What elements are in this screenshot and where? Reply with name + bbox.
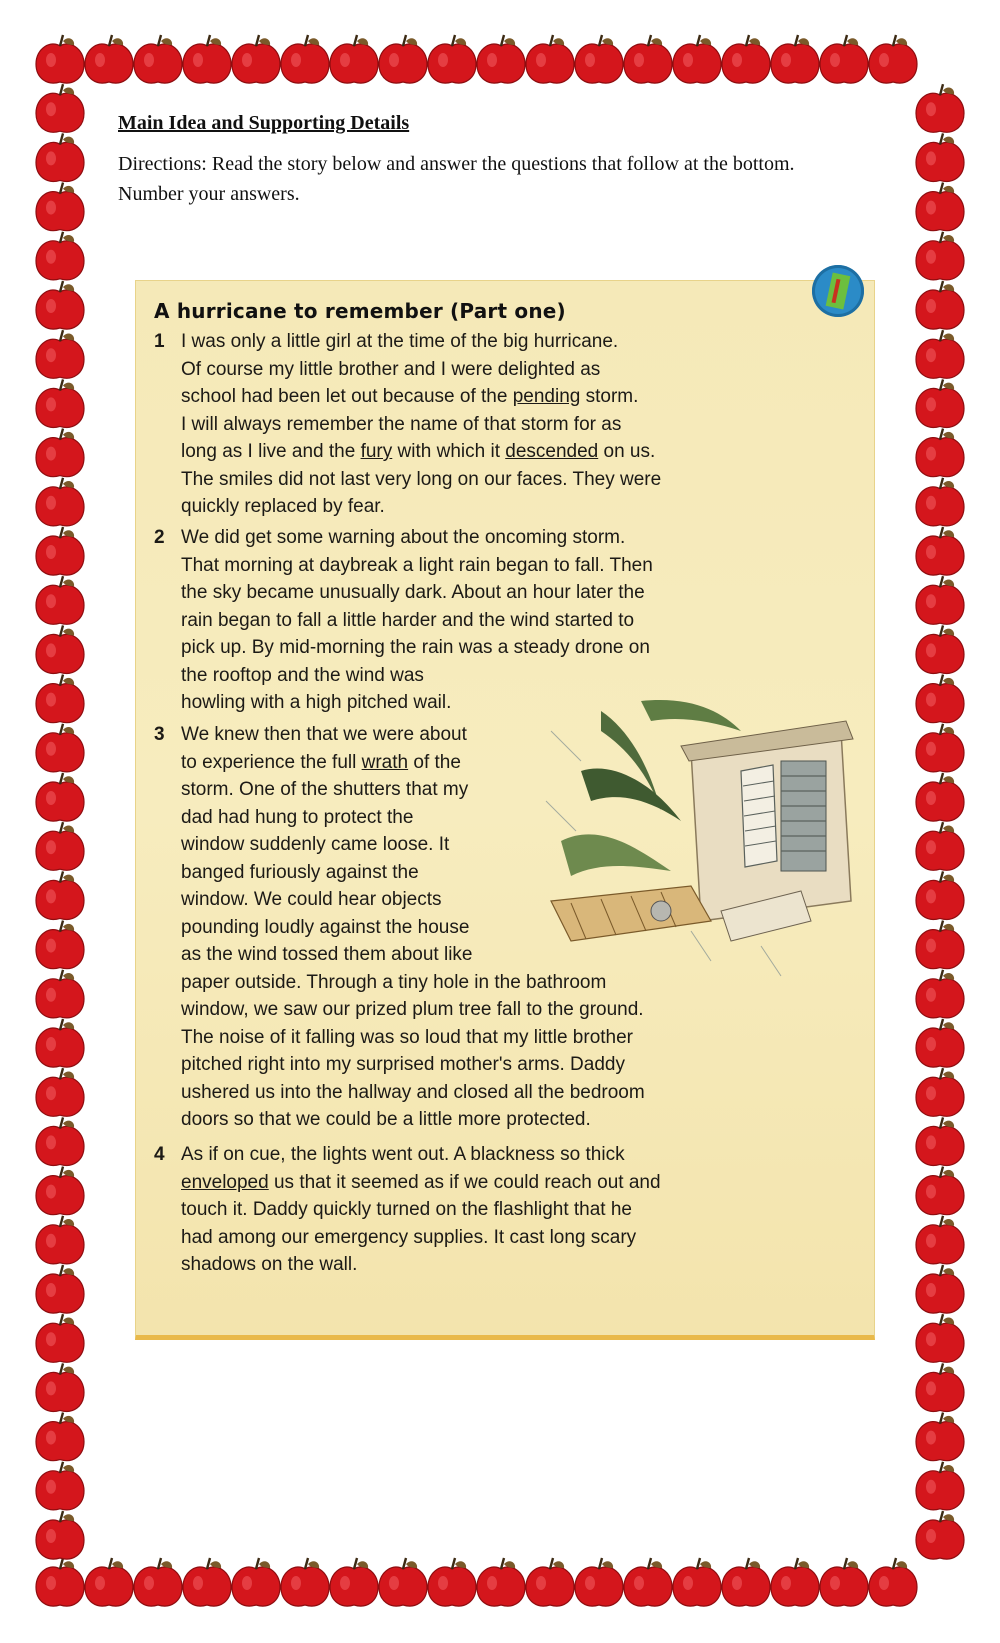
text-line: the sky became unusually dark. About an hour later the: [181, 582, 645, 603]
text-line: window, we saw our prized plum tree fall to the ground.: [181, 999, 644, 1020]
apple-icon: [36, 183, 84, 231]
text-line: pick up. By mid-morning the rain was a steady drone on: [181, 637, 650, 658]
text-line: pounding loudly against the house: [181, 916, 470, 938]
paragraph-1: [154, 328, 661, 521]
text-line: the rooftop and the wind was: [181, 664, 424, 686]
apple-icon: [379, 1558, 427, 1606]
apple-icon: [820, 35, 868, 83]
apple-icon: [183, 35, 231, 83]
text-line: I was only a little girl at the time of the big hurricane.: [181, 331, 619, 352]
chapter-badge-icon: [812, 265, 864, 317]
apple-icon: [36, 576, 84, 624]
apple-icon: [36, 625, 84, 673]
apple-icon: [36, 724, 84, 772]
paragraph-number: 4: [154, 1144, 165, 1165]
apple-icon: [916, 183, 964, 231]
apple-icon: [36, 1265, 84, 1313]
apple-icon: [771, 1558, 819, 1606]
text-line: doors so that we could be a little more protected.: [181, 1109, 591, 1130]
apple-icon: [916, 232, 964, 280]
apple-icon: [916, 773, 964, 821]
apple-icon: [916, 281, 964, 329]
apple-icon: [820, 1558, 868, 1606]
text-line: enveloped us that it seemed as if we could reach out and: [181, 1171, 661, 1193]
apple-icon: [36, 871, 84, 919]
apple-icon: [916, 675, 964, 723]
apple-icon: [36, 1019, 84, 1067]
text-line: pitched right into my surprised mother's arms. Daddy: [181, 1054, 625, 1075]
text-line: I will always remember the name of that storm for as: [181, 413, 622, 435]
apple-icon: [916, 1167, 964, 1215]
apple-icon: [36, 1462, 84, 1510]
apple-icon: [722, 1558, 770, 1606]
text-line: That morning at daybreak a light rain began to fall. Then: [181, 554, 653, 576]
apple-icon: [916, 1511, 964, 1559]
page-title: Main Idea and Supporting Details: [118, 112, 410, 134]
apple-icon: [477, 35, 525, 83]
apple-icon: [36, 133, 84, 181]
text-line: window suddenly came loose. It: [181, 834, 450, 855]
apple-icon: [36, 921, 84, 969]
apple-icon: [526, 35, 574, 83]
apple-icon: [36, 1363, 84, 1411]
paragraph-4: [154, 1141, 661, 1279]
apple-icon: [36, 1314, 84, 1362]
apple-icon: [36, 330, 84, 378]
apple-icon: [36, 773, 84, 821]
apple-icon: [36, 1216, 84, 1264]
apple-icon: [916, 1216, 964, 1264]
apple-icon: [281, 1558, 329, 1606]
apple-icon: [36, 1413, 84, 1461]
worksheet-header: [118, 112, 838, 209]
apple-icon: [575, 1558, 623, 1606]
apple-icon: [281, 35, 329, 83]
apple-icon: [428, 35, 476, 83]
apple-icon: [916, 921, 964, 969]
apple-icon: [36, 1117, 84, 1165]
apple-icon: [916, 1314, 964, 1362]
apple-icon: [916, 1265, 964, 1313]
apple-icon: [526, 1558, 574, 1606]
text-line: paper outside. Through a tiny hole in the bathroom: [181, 971, 607, 993]
text-line: shadows on the wall.: [181, 1254, 358, 1275]
text-line: We knew then that we were about: [181, 724, 467, 745]
text-line: storm. One of the shutters that my: [181, 779, 469, 800]
apple-icon: [916, 330, 964, 378]
apple-icon: [183, 1558, 231, 1606]
apple-icon: [85, 1558, 133, 1606]
apple-icon: [916, 822, 964, 870]
apple-icon: [36, 281, 84, 329]
apple-icon: [624, 35, 672, 83]
apple-icon: [36, 232, 84, 280]
apple-icon: [477, 1558, 525, 1606]
apple-icon: [36, 822, 84, 870]
apple-icon: [36, 970, 84, 1018]
story-title: A hurricane to remember (Part one): [154, 299, 566, 323]
apple-icon: [134, 1558, 182, 1606]
apple-icon: [330, 35, 378, 83]
apple-icon: [916, 429, 964, 477]
apple-icon: [916, 576, 964, 624]
text-line: banged furiously against the: [181, 861, 419, 883]
apple-icon: [379, 35, 427, 83]
text-line: school had been let out because of the pending storm.: [181, 386, 639, 407]
apple-icon: [36, 1068, 84, 1116]
apple-icon: [36, 379, 84, 427]
paragraph-number: 2: [154, 527, 165, 548]
apple-icon: [36, 1511, 84, 1559]
apple-icon: [916, 724, 964, 772]
apple-icon: [673, 35, 721, 83]
text-line: had among our emergency supplies. It cast long scary: [181, 1226, 637, 1248]
apple-icon: [916, 84, 964, 132]
apple-icon: [36, 675, 84, 723]
apple-icon: [916, 1413, 964, 1461]
text-line: howling with a high pitched wail.: [181, 692, 452, 713]
apple-icon: [916, 625, 964, 673]
apple-icon: [722, 35, 770, 83]
apple-icon: [85, 35, 133, 83]
paragraph-3: [154, 721, 645, 1134]
paragraph-number: 3: [154, 724, 165, 745]
apple-icon: [232, 35, 280, 83]
apple-icon: [36, 527, 84, 575]
text-line: We did get some warning about the oncoming storm.: [181, 527, 626, 548]
paragraph-number: 1: [154, 331, 165, 352]
apple-icon: [916, 379, 964, 427]
apple-icon: [916, 1019, 964, 1067]
text-line: quickly replaced by fear.: [181, 496, 385, 517]
text-line: touch it. Daddy quickly turned on the flashlight that he: [181, 1199, 632, 1220]
directions-text: Directions: Read the story below and answer the questions that follow at the bottom. Number your answers.: [118, 153, 795, 205]
text-line: rain began to fall a little harder and the wind started to: [181, 609, 635, 631]
text-line: as the wind tossed them about like: [181, 944, 473, 965]
text-line: ushered us into the hallway and closed all the bedroom: [181, 1081, 645, 1103]
apple-icon: [916, 1117, 964, 1165]
apple-icon: [36, 84, 84, 132]
story-card: [135, 280, 875, 1340]
apple-icon: [428, 1558, 476, 1606]
paragraph-2: [154, 524, 653, 717]
apple-icon: [916, 871, 964, 919]
text-line: Of course my little brother and I were delighted as: [181, 358, 601, 380]
apple-icon: [624, 1558, 672, 1606]
apple-icon: [575, 35, 623, 83]
apple-icon: [36, 478, 84, 526]
apple-icon: [916, 133, 964, 181]
text-line: long as I live and the fury with which it descended on us.: [181, 441, 656, 462]
text-line: The noise of it falling was so loud that my little brother: [181, 1026, 634, 1048]
apple-icon: [916, 478, 964, 526]
apple-icon: [36, 1558, 84, 1606]
apple-icon: [134, 35, 182, 83]
apple-icon: [36, 1167, 84, 1215]
apple-icon: [916, 527, 964, 575]
apple-icon: [916, 1363, 964, 1411]
text-line: window. We could hear objects: [181, 889, 442, 910]
apple-icon: [330, 1558, 378, 1606]
apple-icon: [916, 970, 964, 1018]
apple-icon: [673, 1558, 721, 1606]
apple-icon: [869, 35, 917, 83]
text-line: dad had hung to protect the: [181, 806, 414, 828]
apple-icon: [869, 1558, 917, 1606]
apple-icon: [36, 429, 84, 477]
text-line: The smiles did not last very long on our faces. They were: [181, 468, 662, 490]
apple-icon: [771, 35, 819, 83]
apple-icon: [232, 1558, 280, 1606]
apple-icon: [916, 1462, 964, 1510]
text-line: As if on cue, the lights went out. A blackness so thick: [181, 1144, 625, 1165]
text-line: to experience the full wrath of the: [181, 751, 461, 773]
apple-icon: [916, 1068, 964, 1116]
apple-icon: [36, 35, 84, 83]
